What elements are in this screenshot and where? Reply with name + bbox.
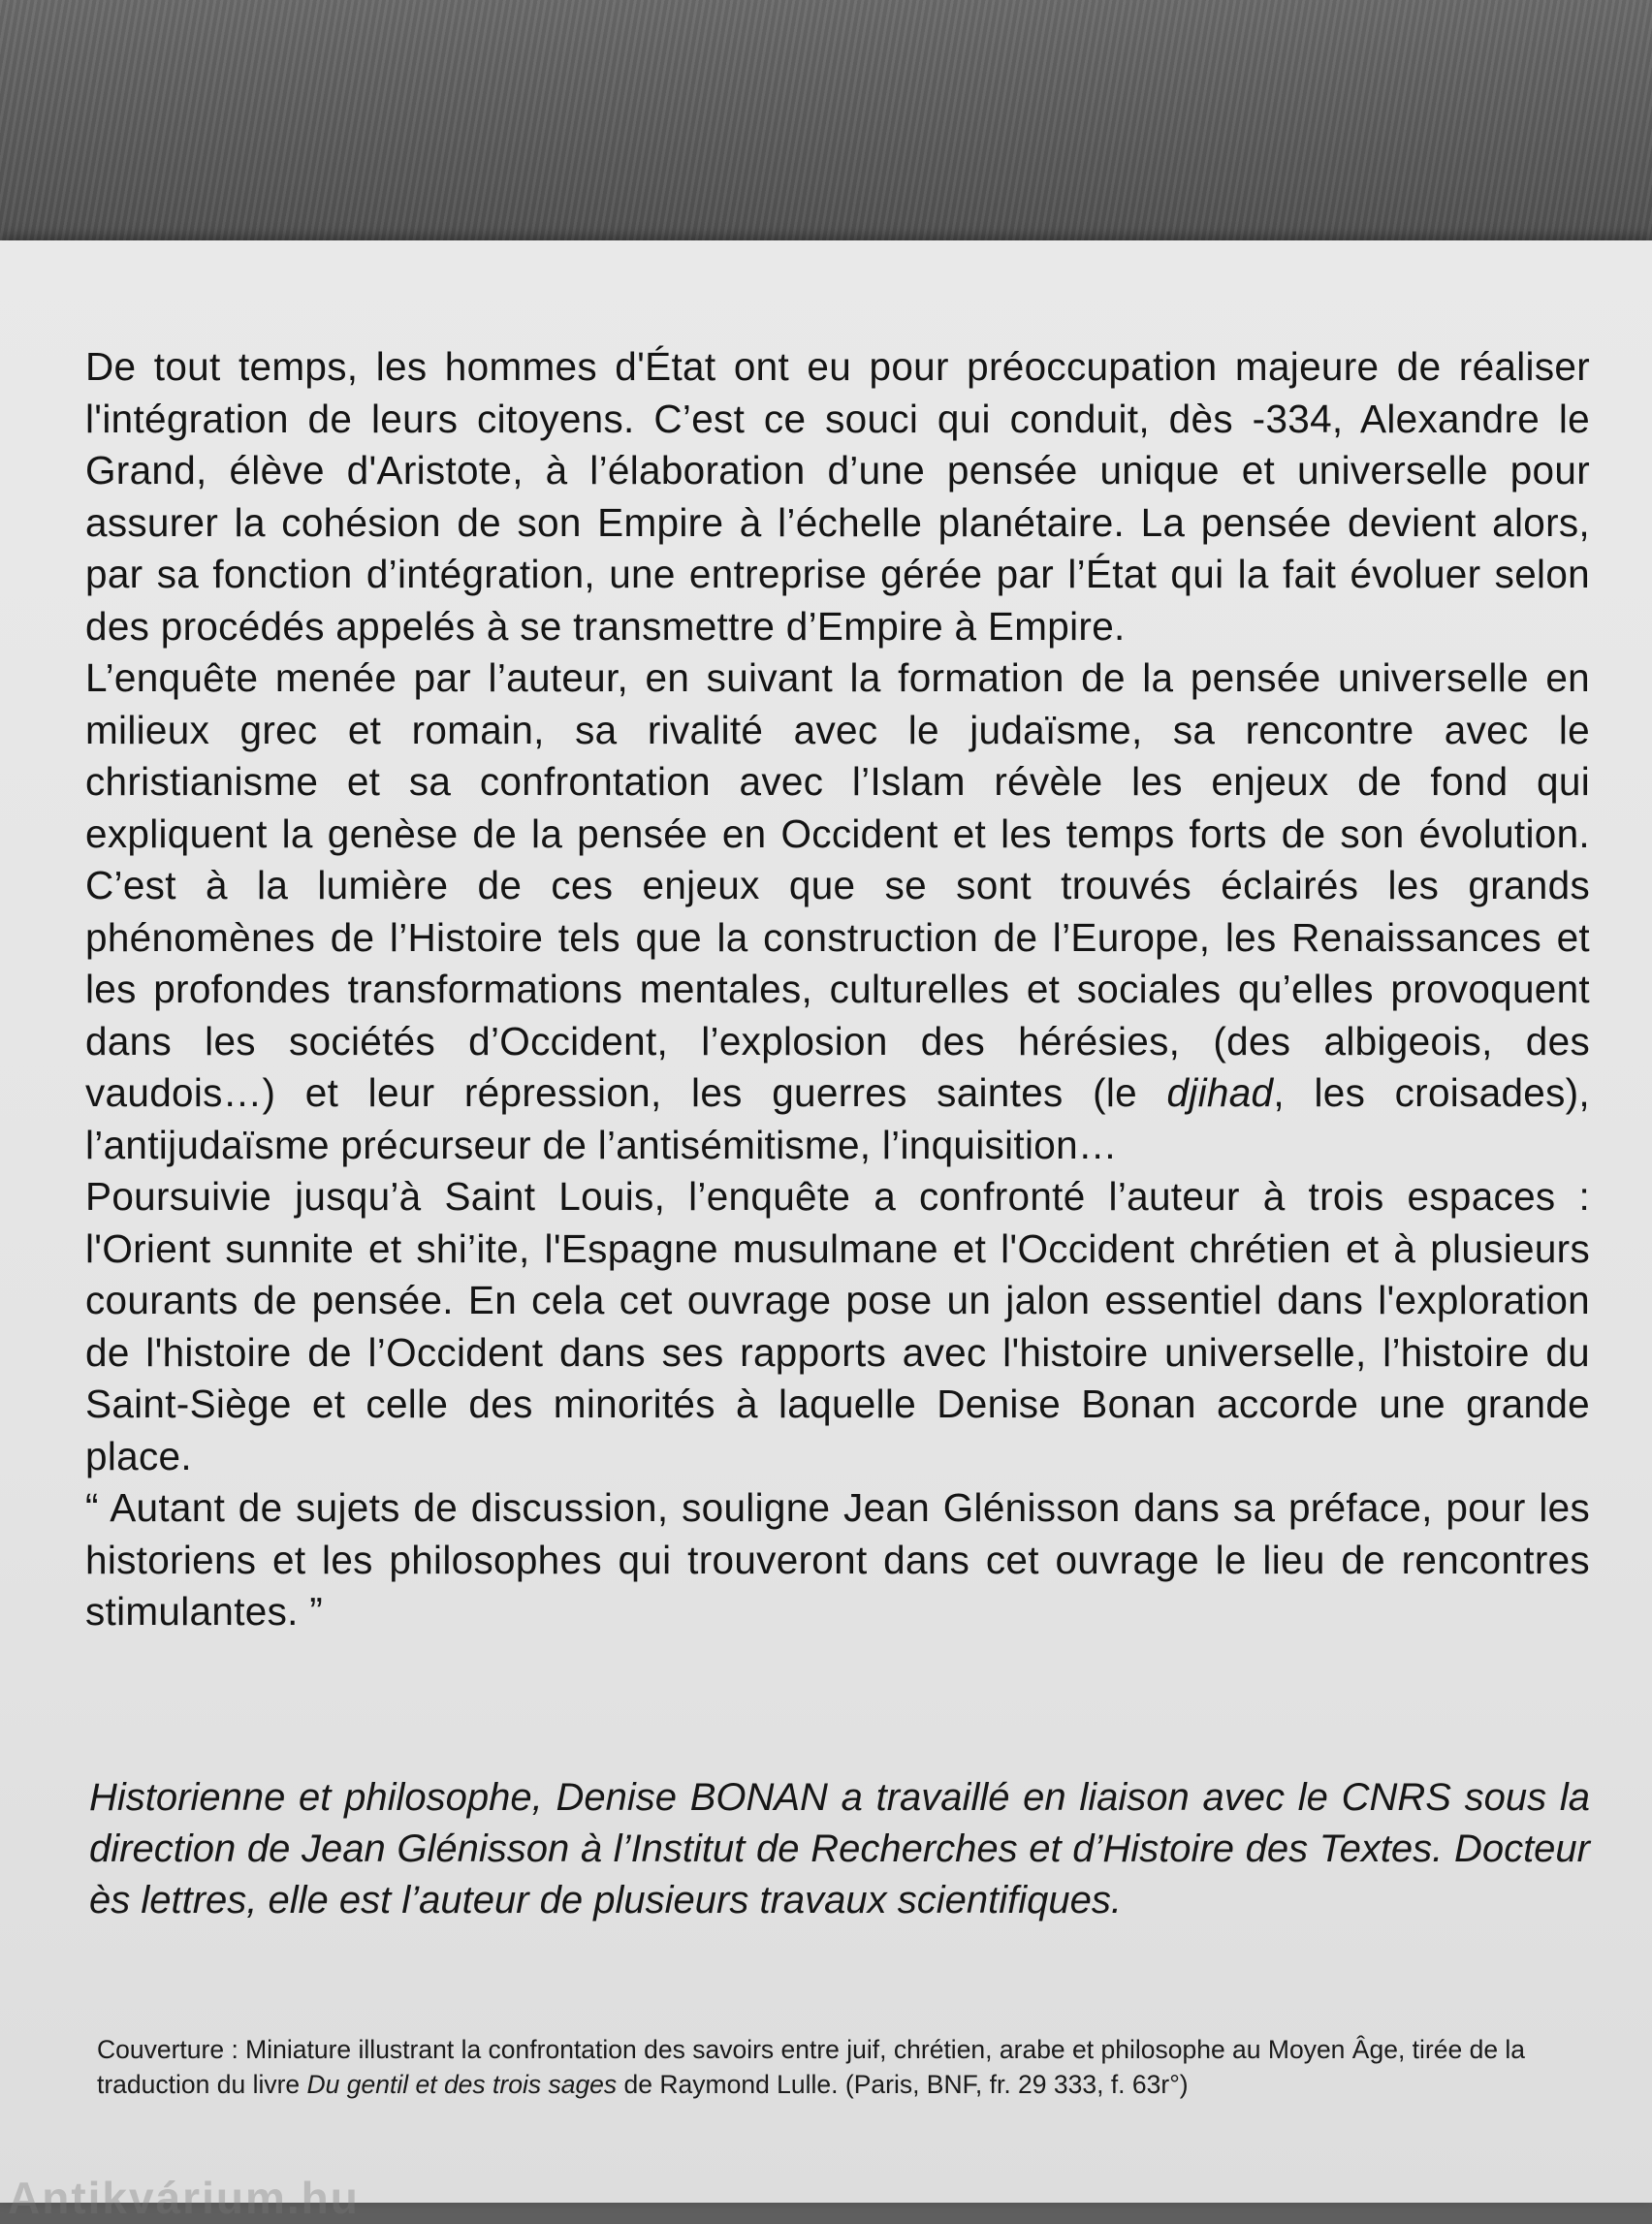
book-back-cover [0, 240, 1652, 2203]
cover-caption-part-2: de Raymond Lulle. (Paris, BNF, fr. 29 333, f. 63r°) [617, 2070, 1189, 2099]
inquiry-text-part-2: , les croisades), l’antijudaïsme précurseur de l’antisémitisme, l’inquisition… [85, 1070, 1590, 1167]
watermark: Antikvárium.hu [8, 2173, 360, 2223]
fabric-backdrop [0, 0, 1652, 262]
inquiry-text-part-1: L’enquête menée par l’auteur, en suivant la formation de la pensée universelle en milieux grec et romain, sa rivalité avec le judaïsme, sa rencontre avec le christianisme et sa confrontation avec l’Islam révèle les enjeux de fond qui expliquent la genèse de la pensée en Occident et les temps forts de son évolution. C’est à la lumière de ces enjeux que se sont trouvés éclairés les grands phénomènes de l’Histoire tels que la construction de l’Europe, les Renaissances et les profondes transformations mentales, culturelles et sociales qu’elles provoquent dans les sociétés d’Occident, l’explosion des hérésies, (des albigeois, des vaudois…) et leur répression, les guerres saintes (le [85, 655, 1590, 1115]
preface-quote: “ Autant de sujets de discussion, souligne Jean Glénisson dans sa préface, pour les historiens et les philosophes qui trouveront dans cet ouvrage le lieu de rencontres stimulantes. ” [85, 1485, 1590, 1634]
author-bio: Historienne et philosophe, Denise BONAN a travaillé en liaison avec le CNRS sous la direction de Jean Glénisson à l’Institut de Recherches et d’Histoire des Textes. Docteur ès lettres, elle est l’auteur de plusieurs travaux scientifiques. [89, 1776, 1590, 1922]
inquiry-italic-term: djihad [1166, 1070, 1274, 1115]
synopsis-paragraph-2 [85, 652, 1590, 1171]
cover-caption-part-1: Couverture : Miniature illustrant la confrontation des savoirs entre juif, chrétien, arabe et philosophe au Moyen Âge, tirée de la traduction du livre [97, 2035, 1526, 2099]
synopsis-text [85, 341, 1590, 1638]
cover-caption [97, 2032, 1590, 2102]
synopsis-paragraph-3: Poursuivie jusqu’à Saint Louis, l’enquête a confronté l’auteur à trois espaces : l'Orient sunnite et shi’ite, l'Espagne musulmane et l'Occident chrétien et à plusieurs courants de pensée. En cela cet ouvrage pose un jalon essentiel dans l'exploration de l'histoire de l’Occident dans ses rapports avec l'histoire universelle, l’histoire du Saint-Siège et celle des minorités à laquelle Denise Bonan accorde une grande place. [85, 1174, 1590, 1478]
synopsis-paragraph-1: De tout temps, les hommes d'État ont eu pour préoccupation majeure de réaliser l'intégration de leurs citoyens. C’est ce souci qui conduit, dès -334, Alexandre le Grand, élève d'Aristote, à l’élaboration d’une pensée unique et universelle pour assurer la cohésion de son Empire à l’échelle planétaire. La pensée devient alors, par sa fonction d’intégration, une entreprise gérée par l’État qui la fait évoluer selon des procédés appelés à se transmettre d’Empire à Empire. [85, 344, 1590, 649]
cover-caption-book-title: Du gentil et des trois sages [306, 2070, 618, 2099]
